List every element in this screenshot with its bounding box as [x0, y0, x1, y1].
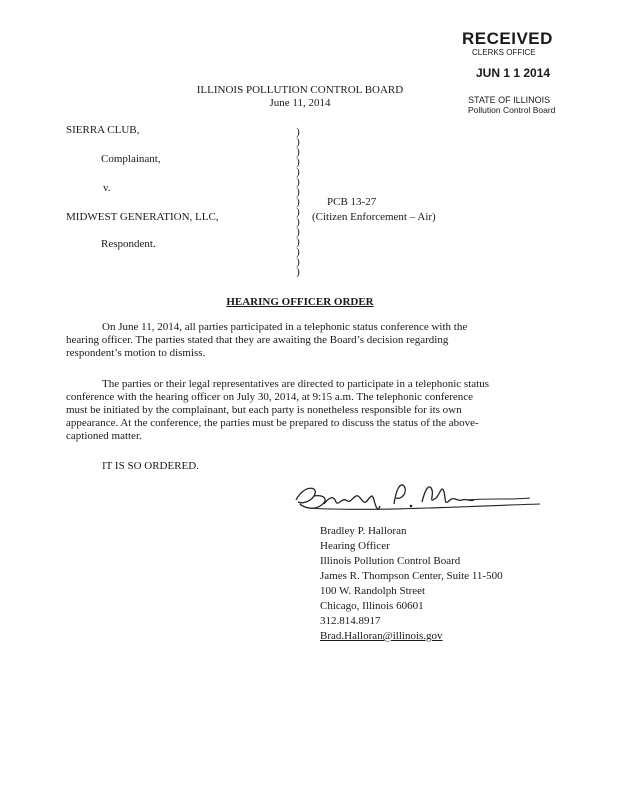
order-title: HEARING OFFICER ORDER: [226, 296, 374, 308]
paragraph-line: must be initiated by the complainant, but each party is nonetheless responsible for its own: [66, 404, 462, 416]
board-heading: ILLINOIS POLLUTION CONTROL BOARD: [196, 84, 404, 96]
signature-block: [320, 524, 503, 644]
paren: ): [296, 176, 300, 188]
signer-board: Illinois Pollution Control Board: [320, 555, 461, 567]
order-date: June 11, 2014: [269, 97, 331, 109]
paren: ): [296, 246, 300, 258]
paragraph-line: The parties or their legal representatives are directed to participate in a telephonic status: [102, 378, 489, 390]
signer-title: Hearing Officer: [320, 540, 390, 552]
paren: ): [296, 226, 300, 238]
paren: ): [296, 146, 300, 158]
paren: ): [296, 206, 300, 218]
signer-name: Bradley P. Halloran: [320, 525, 407, 537]
versus: v.: [103, 182, 111, 194]
stamp-office: CLERKS OFFICE: [472, 48, 536, 57]
signer-building: James R. Thompson Center, Suite 11-500: [320, 570, 503, 582]
order-paragraph-2: [66, 378, 536, 443]
paragraph-line: hearing officer. The parties stated that they are awaiting the Board’s decision regarding: [66, 334, 449, 346]
caption-parentheses: [294, 127, 302, 277]
signer-phone: 312.814.8917: [320, 615, 381, 627]
complainant-role: Complainant,: [101, 153, 161, 165]
complainant-name: SIERRA CLUB,: [66, 124, 140, 136]
stamp-state: STATE OF ILLINOIS: [468, 95, 551, 105]
paren: ): [296, 156, 300, 168]
order-paragraph-1: [66, 321, 536, 360]
respondent-role: Respondent.: [101, 238, 156, 250]
paren: ): [296, 186, 300, 198]
stamp-date: JUN 1 1 2014: [476, 66, 551, 80]
paragraph-line: respondent’s motion to dismiss.: [66, 347, 206, 359]
paragraph-line: appearance. At the conference, the parties must be prepared to discuss the status of the above-: [66, 417, 479, 429]
stamp-received: RECEIVED: [462, 29, 553, 48]
paren: ): [296, 256, 300, 268]
signer-city: Chicago, Illinois 60601: [320, 600, 424, 612]
paren: ): [296, 216, 300, 228]
paren: ): [296, 196, 300, 208]
received-stamp: [462, 30, 562, 80]
paren: ): [296, 126, 300, 138]
signature-scrawl: [290, 478, 546, 516]
paragraph-line: captioned matter.: [66, 430, 142, 442]
closing-statement: IT IS SO ORDERED.: [102, 460, 199, 472]
paren: ): [296, 136, 300, 148]
paren: ): [296, 166, 300, 178]
stamp-state-block: [468, 95, 568, 115]
paren: ): [296, 236, 300, 248]
paren: ): [296, 266, 300, 278]
stamp-board: Pollution Control Board: [468, 105, 556, 115]
case-type: (Citizen Enforcement – Air): [312, 211, 436, 223]
signer-email-link[interactable]: Brad.Halloran@illinois.gov: [320, 630, 443, 642]
paragraph-line: conference with the hearing officer on July 30, 2014, at 9:15 a.m. The telephonic conference: [66, 391, 474, 403]
signer-street: 100 W. Randolph Street: [320, 585, 426, 597]
case-number: PCB 13-27: [327, 196, 377, 208]
respondent-name: MIDWEST GENERATION, LLC,: [66, 211, 219, 223]
paragraph-line: On June 11, 2014, all parties participated in a telephonic status conference with the: [102, 321, 468, 333]
